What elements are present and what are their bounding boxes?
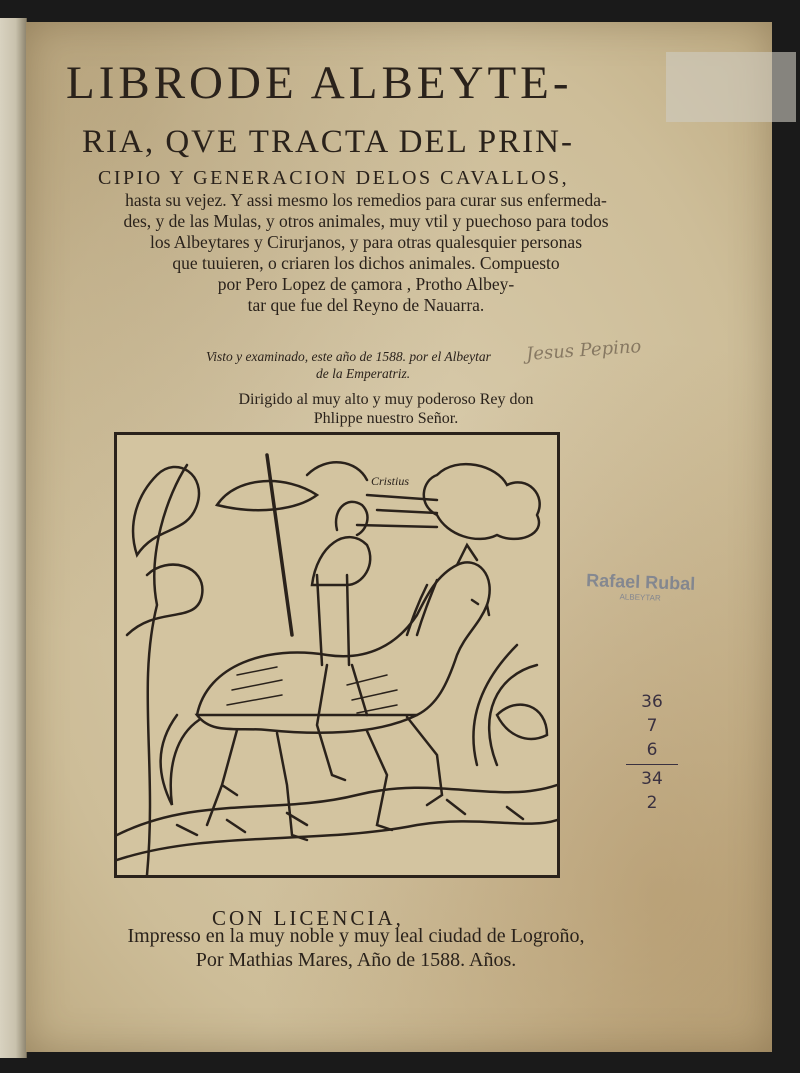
title-line-2: RIA, QVE TRACTA DEL PRIN- xyxy=(82,124,574,160)
shelfmark-line: 2 xyxy=(646,793,658,813)
handwritten-signature: Jesus Pepino xyxy=(525,336,642,365)
approval-line-2: de la Emperatriz. xyxy=(316,366,411,381)
description-line: hasta su vejez. Y assi mesmo los remedios para curar sus enfermeda- xyxy=(125,190,607,210)
description-line: por Pero Lopez de çamora , Protho Albey- xyxy=(217,274,515,294)
book-spine xyxy=(0,18,27,1058)
shelfmark-line: 34 xyxy=(641,769,663,789)
dedication-line-1: Dirigido al muy alto y muy poderoso Rey don xyxy=(238,391,534,408)
description-line: los Albeytares y Cirurjanos, y para otras qualesquier personas xyxy=(149,232,583,252)
shelfmark-line: 36 xyxy=(641,692,663,712)
approval-note xyxy=(206,348,566,382)
imprint-line-2: Por Mathias Mares, Año de 1588. Años. xyxy=(195,949,517,971)
title-page xyxy=(26,22,772,1052)
approval-line-1: Visto y examinado, este año de 1588. por el Albeytar xyxy=(206,349,491,364)
license-line: CON LICENCIA, xyxy=(212,906,404,930)
shelfmark-rule xyxy=(626,764,678,765)
dedication xyxy=(196,390,576,428)
ownership-stamp: Rafael Rubal ALBEYTAR xyxy=(585,570,696,603)
dedication-line-2: Phlippe nuestro Señor. xyxy=(313,410,459,427)
imprint-line-1: Impresso en la muy noble y muy leal ciudad de Logroño, xyxy=(127,925,585,947)
description-line: tar que fue del Reyno de Nauarra. xyxy=(247,295,485,315)
shelfmark-line: 6 xyxy=(646,740,658,760)
woodcut-inscription: Cristius xyxy=(371,474,410,488)
woodcut-illustration xyxy=(114,432,560,878)
description-line: que tuuieren, o criaren los dichos animales. Compuesto xyxy=(172,253,560,273)
page-corner-repair xyxy=(666,52,796,122)
knight-on-horse-woodcut xyxy=(117,435,557,875)
description-line: des, y de las Mulas, y otros animales, muy vtil y puechoso para todos xyxy=(123,211,609,231)
title-description xyxy=(66,190,666,316)
title-line-3: CIPIO Y GENERACION DELOS CAVALLOS, xyxy=(98,167,570,189)
title-line-1: LIBRODE ALBEYTE- xyxy=(66,57,573,109)
shelfmark-line: 7 xyxy=(646,716,658,736)
shelfmark-notes xyxy=(622,690,682,815)
imprint xyxy=(86,924,626,972)
